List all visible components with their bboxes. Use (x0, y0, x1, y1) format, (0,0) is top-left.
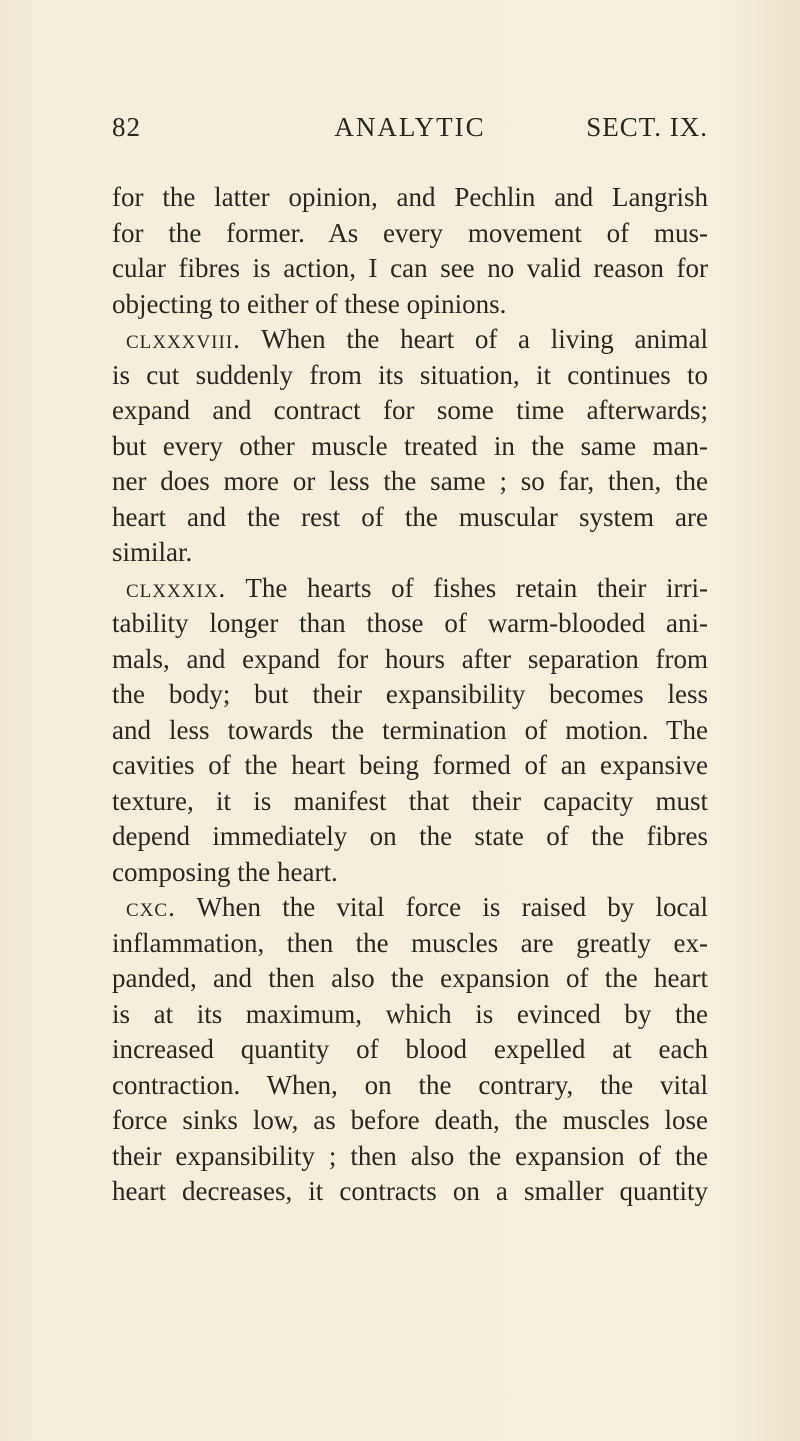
line-text: inflammation, then the muscles are greatly ex- (112, 927, 708, 958)
line-text: heart and the rest of the muscular system are (112, 501, 708, 532)
line-text: composing the heart. (112, 856, 338, 887)
text-line (112, 748, 708, 784)
text-line (112, 606, 708, 642)
line-text: expand and contract for some time afterwards; (112, 395, 708, 425)
line-text: When the heart of a living animal (261, 324, 708, 354)
page-number: 82 (112, 112, 141, 142)
line-text: is at its maximum, which is evinced by the (112, 998, 708, 1029)
line-text: is cut suddenly from its situation, it continues to (112, 359, 708, 390)
text-line (112, 1139, 708, 1175)
line-text: their expansibility ; then also the expansion of the (112, 1140, 708, 1171)
text-line (112, 535, 708, 571)
text-line (112, 500, 708, 536)
text-line (112, 393, 708, 429)
line-text: force sinks low, as before death, the muscles lose (112, 1105, 708, 1135)
text-line (112, 358, 708, 394)
line-text: contraction. When, on the contrary, the vital (112, 1069, 708, 1100)
section-label: SECT. IX. (586, 112, 708, 142)
paragraph-start-line (112, 571, 708, 607)
text-line (112, 819, 708, 855)
text-line (112, 1032, 708, 1068)
text-line (112, 961, 708, 997)
line-text: for the latter opinion, and Pechlin and Langrish (112, 182, 708, 212)
line-text: ner does more or less the same ; so far, then, the (112, 466, 708, 496)
line-text: depend immediately on the state of the fibres (112, 821, 708, 851)
line-text: but every other muscle treated in the same man- (112, 430, 708, 461)
running-header (112, 112, 708, 152)
text-line (112, 1068, 708, 1104)
paragraph-start-line (112, 890, 708, 926)
body-text (112, 180, 708, 1210)
line-text: texture, it is manifest that their capacity must (112, 785, 708, 816)
text-line (112, 642, 708, 678)
text-line (112, 677, 708, 713)
section-number: clxxxviii. (126, 324, 241, 354)
line-text: cavities of the heart being formed of an expansive (112, 750, 708, 780)
line-text: mals, and expand for hours after separation from (112, 643, 708, 674)
line-text: panded, and then also the expansion of the heart (112, 963, 708, 993)
section-number: cxc. (126, 892, 176, 922)
text-line (112, 855, 708, 891)
text-line (112, 1174, 708, 1210)
text-line (112, 1103, 708, 1139)
line-text: tability longer than those of warm-blooded ani- (112, 608, 708, 638)
text-line (112, 997, 708, 1033)
text-line (112, 429, 708, 465)
text-line (112, 784, 708, 820)
running-title: ANALYTIC (334, 112, 486, 142)
text-line (112, 713, 708, 749)
text-line (112, 287, 708, 323)
paragraph-start-line (112, 322, 708, 358)
line-text: cular fibres is action, I can see no valid reason for (112, 253, 708, 283)
line-text: similar. (112, 537, 193, 567)
text-line (112, 926, 708, 962)
text-line (112, 180, 708, 216)
text-line (112, 464, 708, 500)
text-line (112, 251, 708, 287)
line-text: When the vital force is raised by local (196, 892, 709, 922)
line-text: for the former. As every movement of mus- (112, 217, 708, 248)
line-text: and less towards the termination of motion. The (112, 714, 708, 745)
section-number: clxxxix. (126, 572, 227, 603)
line-text: the body; but their expansibility becomes less (112, 679, 708, 709)
line-text: increased quantity of blood expelled at each (112, 1034, 708, 1064)
line-text: The hearts of fishes retain their irri- (245, 572, 708, 603)
line-text: heart decreases, it contracts on a smaller quantity (112, 1176, 708, 1206)
text-line (112, 216, 708, 252)
line-text: objecting to either of these opinions. (112, 288, 507, 319)
